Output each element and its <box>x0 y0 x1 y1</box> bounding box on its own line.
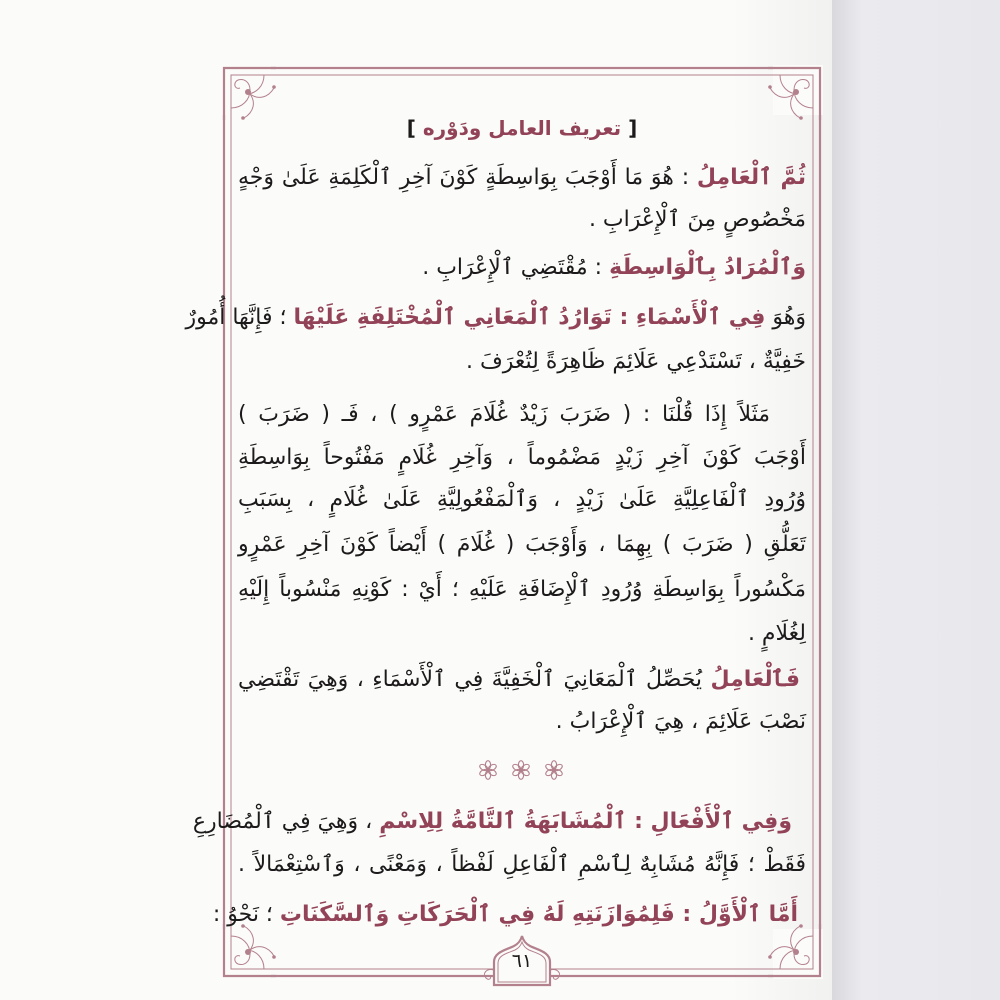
text-line <box>238 702 806 742</box>
body-text: ؛ نَحْوُ : <box>212 902 280 927</box>
text-line <box>238 480 806 520</box>
title-bracket-open: [ <box>628 116 638 140</box>
emphasized-term: فِي ٱلْأَسْمَاءِ : تَوَارُدُ ٱلْمَعَانِي ٱلْمُخْتَلِفَةِ عَلَيْهَا <box>293 305 766 330</box>
emphasized-term: ثُمَّ ٱلْعَامِلُ <box>696 165 806 190</box>
emphasized-term: فَٱلْعَامِلُ <box>710 667 800 692</box>
text-line <box>238 525 806 565</box>
text-line <box>238 200 806 240</box>
body-text: مَخْصُوصٍ مِنَ ٱلْإِعْرَابِ . <box>588 207 806 232</box>
body-text: فَقَطْ ؛ فَإِنَّهُ مُشَابِهٌ لِٱسْمِ ٱلْفَاعِلِ لَفْظاً ، وَمَعْنًى ، وَٱسْتِعْمَالاً . <box>238 852 806 877</box>
text-line <box>238 248 806 288</box>
body-text: نَصْبَ عَلَائِمَ ، هِيَ ٱلْإِعْرَابُ . <box>555 709 806 734</box>
text-line <box>185 298 806 338</box>
emphasized-term: وَفِي ٱلْأَفْعَالِ : ٱلْمُشَابَهَةُ ٱلتَّامَّةُ لِلِاسْمِ <box>379 809 792 834</box>
text-line <box>238 395 806 435</box>
text-line <box>238 438 806 478</box>
title-bracket-close: ] <box>406 116 416 140</box>
emphasized-term: أَمَّا ٱلْأَوَّلُ : فَلِمُوَازَنَتِهِ لَهُ فِي ٱلْحَرَكَاتِ وَٱلسَّكَنَاتِ <box>279 902 798 927</box>
body-text: ، وَهِيَ فِي ٱلْمُضَارِعِ <box>192 809 380 834</box>
body-text: أَوْجَبَ كَوْنَ آخِرِ زَيْدٍ مَضْمُوماً ، وَآخِرِ غُلَامٍ مَفْتُوحاً بِوَاسِطَةِ <box>238 445 806 470</box>
body-text: مَكْسُوراً بِوَاسِطَةِ وُرُودِ ٱلْإِضَافَةِ عَلَيْهِ ؛ أَيْ : كَوْنِهِ مَنْسُوباً إِلَيْهِ <box>238 577 806 602</box>
text-line <box>238 614 806 654</box>
text-line <box>238 570 806 610</box>
text-line <box>238 342 806 382</box>
body-text: لِغُلَامٍ . <box>747 621 806 646</box>
body-text: وَهُوَ <box>765 305 806 330</box>
emphasized-term: وَٱلْمُرَادُ بِٱلْوَاسِطَةِ <box>609 255 806 280</box>
body-text: وُرُودِ ٱلْفَاعِلِيَّةِ عَلَىٰ زَيْدٍ ، وَٱلْمَفْعُولِيَّةِ عَلَىٰ غُلَامٍ ، بِسَبَبِ <box>238 487 806 512</box>
section-title-text: تعريف العامل ودَوْره <box>422 116 622 140</box>
text-line <box>238 660 806 700</box>
body-text: مَثَلاً إِذَا قُلْنَا : ( ضَرَبَ زَيْدٌ غُلَامَ عَمْرٍو ) ، فَـ ( ضَرَبَ ) <box>238 402 770 427</box>
section-title <box>238 108 806 148</box>
page-text-block <box>185 0 806 1000</box>
page-number: ٦١ <box>511 950 533 972</box>
text-line <box>192 802 806 842</box>
body-text: تَعَلُّقِ ( ضَرَبَ ) بِهِمَا ، وَأَوْجَبَ ( غُلَامَ ) أَيْضاً كَوْنَ آخِرِ عَمْرٍو <box>238 532 806 557</box>
body-text: يُحَصِّلُ ٱلْمَعَانِيَ ٱلْخَفِيَّةَ فِي ٱلْأَسْمَاءِ ، وَهِيَ تَقْتَضِي <box>238 667 711 692</box>
body-text: : مُقْتَضِي ٱلْإِعْرَابِ . <box>422 255 610 280</box>
body-text: ؛ فَإِنَّهَا أُمُورٌ <box>185 305 294 330</box>
text-line <box>238 845 806 885</box>
body-text: خَفِيَّةٌ ، تَسْتَدْعِي عَلَائِمَ ظَاهِرَةً لِتُعْرَفَ . <box>465 349 806 374</box>
text-line <box>238 158 806 198</box>
text-line <box>212 895 806 935</box>
body-text: : هُوَ مَا أَوْجَبَ بِوَاسِطَةٍ كَوْنَ آخِرِ ٱلْكَلِمَةِ عَلَىٰ وَجْهٍ <box>238 165 697 190</box>
